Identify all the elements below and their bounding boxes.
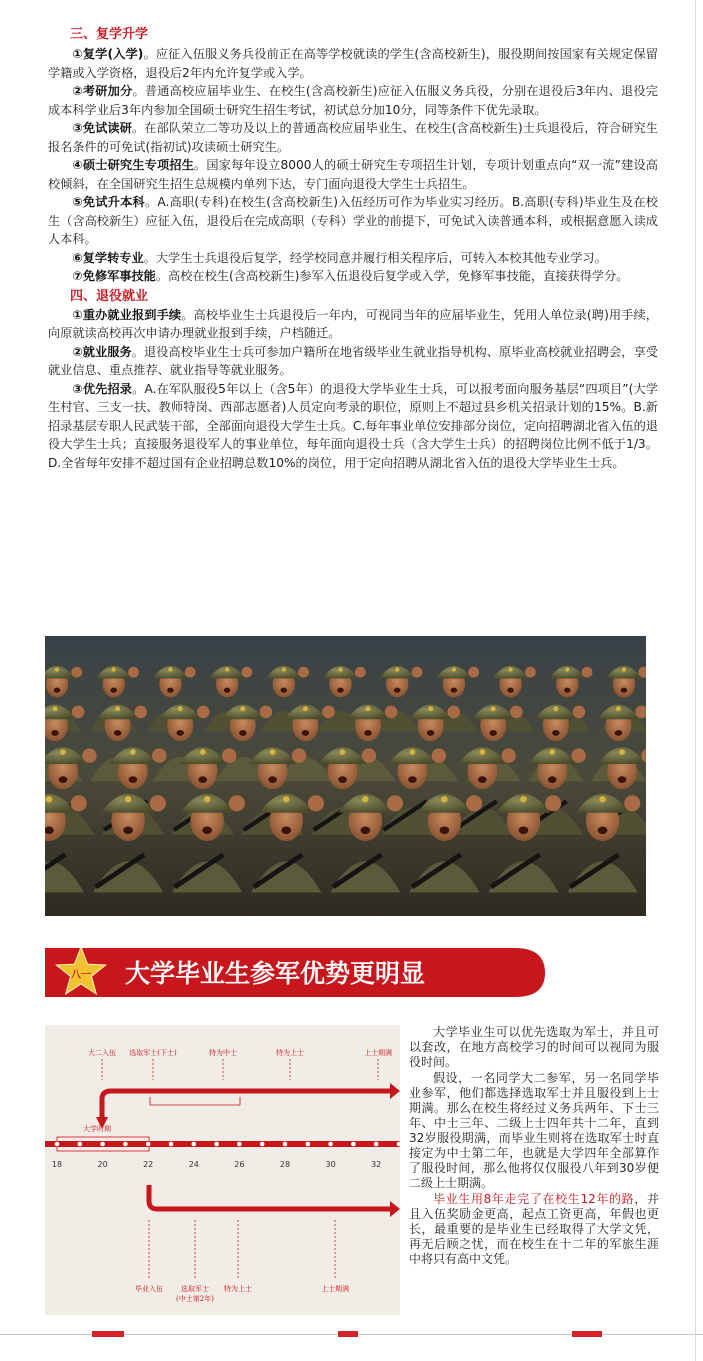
age-tick-label: 30 — [325, 1160, 336, 1169]
timeline-dot — [123, 1142, 128, 1147]
footer-mark-left — [92, 1331, 124, 1337]
age-tick-label: 20 — [97, 1160, 108, 1169]
timeline-dot — [328, 1142, 333, 1147]
top-label-4: 特为上士 — [276, 1049, 304, 1057]
banner-title: 大学毕业生参军优势更明显 — [125, 959, 426, 988]
explanation-p2: 假设，一名同学大二参军，另一名同学毕业参军，他们都选择选取军士并且服役到上士期满。那么在校生将经过义务兵两年、下士三年、中士三年、二级上士四年共十二年，直到32岁服役期满，而毕业生则将在选取军士时直接定为中士第二年，也就是大学四年全部算作了服役时间，那么他将仅仅服役八年到30岁便二级上士期满。 — [409, 1071, 659, 1190]
paragraph-reenroll: ①复学(入学)。应征入伍服义务兵役前正在高等学校就读的学生(含高校新生)，服役期间按国家有关规定保留学籍或入学资格，退役后2年内允许复学或入学。 — [48, 47, 658, 80]
study-period-label: 大学时期 — [83, 1125, 111, 1133]
timeline-dot — [55, 1142, 60, 1147]
age-tick-label: 32 — [371, 1160, 382, 1169]
timeline-dot — [100, 1142, 105, 1147]
timeline-dot — [351, 1142, 356, 1147]
explanation-highlight: 毕业生用8年走完了在校生12年的路 — [433, 1192, 635, 1206]
paragraph-special-admission: ④硕士研究生专项招生。国家每年设立8000人的硕士研究生专项招生计划，专项计划重点向“双一流”建设高校倾斜，在全国研究生招生总规模内单列下达，专门面向退役大学生士兵招生。 — [48, 158, 658, 191]
timeline-dot — [169, 1142, 174, 1147]
section-3-title: 三、复学升学 — [70, 27, 149, 42]
timeline-dot — [192, 1142, 197, 1147]
timeline-dot — [146, 1142, 151, 1147]
timeline-dot — [306, 1142, 311, 1147]
timeline-dot — [237, 1142, 242, 1147]
top-label-5: 上士期满 — [364, 1049, 392, 1057]
bottom-label-2: 选取军士 — [181, 1285, 209, 1293]
age-tick-label: 28 — [279, 1160, 291, 1169]
service-timeline — [45, 1025, 400, 1315]
timeline-dot — [78, 1142, 83, 1147]
timeline-dot — [260, 1142, 265, 1147]
timeline-dot — [374, 1142, 379, 1147]
bottom-label-3: 特为上士 — [224, 1285, 252, 1293]
age-tick-label: 24 — [188, 1160, 199, 1169]
paragraph-bachelor-upgrade: ⑤免试升本科。A.高职(专科)在校生(含高校新生)入伍经历可作为毕业实习经历。B.高职(专科)毕业生及在校生（含高校新生）应征入伍，退役后在完成高职（专科）学业的前提下，可免试入读普通本科，或根据意愿入读成人本科。 — [48, 195, 658, 246]
footer-mark-right — [572, 1331, 602, 1337]
paragraph-employment-service: ②就业服务。退役高校毕业生士兵可参加户籍所在地省级毕业生就业指导机构、原毕业高校就业招聘会，享受就业信息、重点推荐、就业指导等就业服务。 — [48, 344, 659, 377]
soldiers-illustration — [45, 636, 646, 916]
bottom-label-4: 上士期满 — [321, 1285, 349, 1293]
explanation-p3: 毕业生用8年走完了在校生12年的路，并且入伍奖励金更高，起点工资更高，年假也更长，最重要的是毕业生已经取得了大学文凭，再无后顾之忧，而在校生在十二年的军旅生涯中将只有高中文凭。 — [409, 1192, 659, 1266]
timeline-dot — [283, 1142, 288, 1147]
explanation-p1: 大学毕业生可以优先选取为军士，并且可以套改，在地方高校学习的时间可以视同为服役时间。 — [409, 1025, 659, 1069]
paragraph-postgrad-bonus: ②考研加分。普通高校应届毕业生、在校生(含高校新生)应征入伍服义务兵役，分别在退役后3年内、退役完成本科学业后3年内参加全国硕士研究生招生考试，初试总分加10分，同等条件下优先录取。 — [48, 84, 658, 117]
footer-mark-center — [338, 1331, 358, 1337]
paragraph-employment-registration: ①重办就业报到手续。高校毕业生士兵退役后一年内，可视同当年的应届毕业生，凭用人单位录(聘)用手续，向原就读高校再次申请办理就业报到手续，户档随迁。 — [48, 307, 658, 340]
age-tick-label: 18 — [51, 1160, 63, 1169]
explanation-text — [409, 1025, 659, 1268]
page-edge-line — [695, 0, 696, 1361]
paragraph-major-transfer: ⑥复学转专业。大学生士兵退役后复学，经学校同意并履行相关程序后，可转入本校其他专业学习。 — [72, 250, 607, 265]
top-label-3: 特为中士 — [209, 1049, 237, 1057]
bottom-label-1: 毕业入伍 — [135, 1285, 163, 1293]
bottom-label-2b: (中士第2年) — [176, 1295, 214, 1303]
soldiers-photo — [45, 636, 646, 916]
section-4-title: 四、退役就业 — [70, 288, 149, 304]
paragraph-military-skills: ⑦免修军事技能。高校在校生(含高校新生)参军入伍退役后复学或入学，免修军事技能，直接获得学分。 — [72, 269, 629, 283]
paragraph-exam-waiver: ③免试读研。在部队荣立二等功及以上的普通高校应届毕业生、在校生(含高校新生)士兵退役后，符合研究生报名条件的可免试(指初试)攻读硕士研究生。 — [48, 121, 658, 154]
top-label-2: 选取军士(下士) — [129, 1049, 177, 1057]
paragraph-priority-recruitment: ③优先招录。A.在军队服役5年以上（含5年）的退役大学毕业生士兵，可以报考面向服务基层“四项目”(大学生村官、三支一扶、教师特岗、西部志愿者)人员定向考录的职位，原则上不超过县乡机关招录计划的15%。B.新招录基层专职人民武装干部，全部面向退役大学生士兵。C.每年事业单位安排部分岗位，定向招聘湖北省入伍的退役大学生士兵；直接服务退役军人的事业单位，每年面向退役士兵（含大学生士兵）的招聘岗位比例不低于1/3。D.全省每年安排不超过国有企业招聘总数10%的岗位，用于定向招聘从湖北省入伍的退役大学毕业生士兵。 — [48, 381, 658, 470]
top-label-1: 大二入伍 — [88, 1049, 116, 1057]
age-tick-label: 26 — [234, 1160, 245, 1169]
age-tick-label: 22 — [143, 1160, 154, 1169]
section-3 — [48, 26, 658, 472]
emblem-text: 八一 — [71, 970, 91, 981]
advantage-banner — [45, 945, 545, 1000]
timeline-dot — [214, 1142, 219, 1147]
